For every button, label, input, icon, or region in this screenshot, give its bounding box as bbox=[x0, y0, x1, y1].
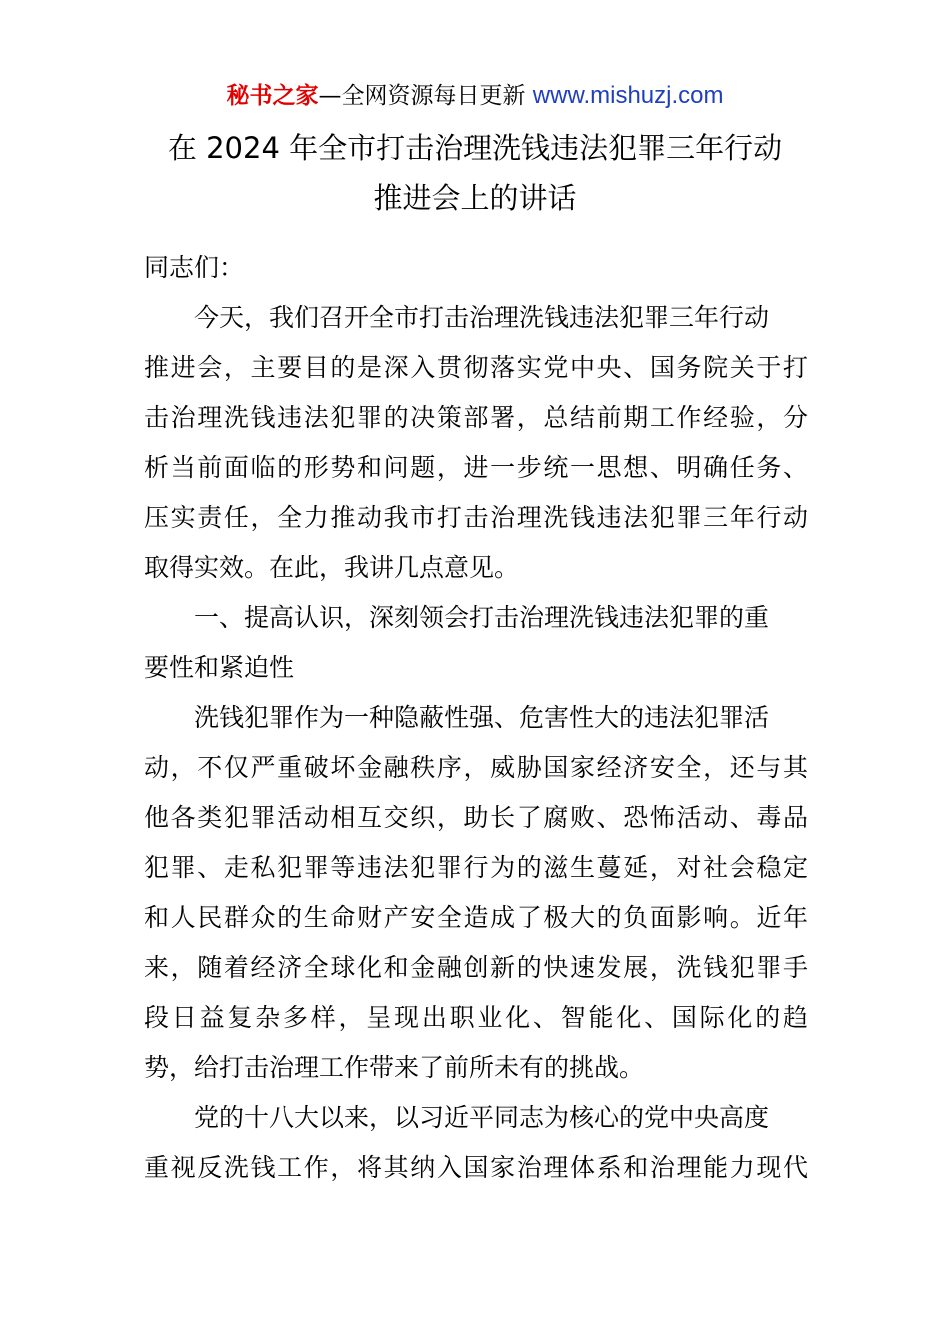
paragraph-line: 洗钱犯罪作为一种隐蔽性强、危害性大的违法犯罪活 bbox=[194, 703, 770, 732]
paragraph-line: 析当前面临的形势和问题，进一步统一思想、明确任务、 bbox=[144, 453, 808, 482]
paragraph-line: 动，不仅严重破坏金融秩序，威胁国家经济安全，还与其 bbox=[144, 753, 808, 782]
paragraph-line: 推进会，主要目的是深入贯彻落实党中央、国务院关于打 bbox=[144, 353, 808, 382]
section-heading-line: 一、提高认识，深刻领会打击治理洗钱违法犯罪的重 bbox=[194, 603, 770, 632]
paragraph-line: 取得实效。在此，我讲几点意见。 bbox=[144, 553, 520, 582]
paragraph-line: 重视反洗钱工作，将其纳入国家治理体系和治理能力现代 bbox=[144, 1153, 808, 1182]
paragraph-line: 段日益复杂多样，呈现出职业化、智能化、国际化的趋 bbox=[144, 1003, 808, 1032]
document-body bbox=[144, 243, 808, 1193]
document-title-line-2: 推进会上的讲话 bbox=[373, 181, 577, 215]
paragraph-line: 来，随着经济全球化和金融创新的快速发展，洗钱犯罪手 bbox=[144, 953, 808, 982]
site-brand: 秘书之家 bbox=[226, 83, 319, 109]
paragraph-line: 势，给打击治理工作带来了前所未有的挑战。 bbox=[144, 1053, 645, 1082]
paragraph-line: 他各类犯罪活动相互交织，助长了腐败、恐怖活动、毒品 bbox=[144, 803, 808, 832]
site-header bbox=[0, 80, 950, 112]
document-title-line-1: 在 2024 年全市打击治理洗钱违法犯罪三年行动 bbox=[167, 131, 783, 165]
site-url-link[interactable]: www.mishuzj.com bbox=[532, 82, 724, 109]
paragraph-line: 击治理洗钱违法犯罪的决策部署，总结前期工作经验，分 bbox=[144, 403, 808, 432]
paragraph-line: 和人民群众的生命财产安全造成了极大的负面影响。近年 bbox=[144, 903, 808, 932]
paragraph-line: 压实责任，全力推动我市打击治理洗钱违法犯罪三年行动 bbox=[144, 503, 808, 532]
paragraph-line: 今天，我们召开全市打击治理洗钱违法犯罪三年行动 bbox=[194, 303, 770, 332]
paragraph-line: 犯罪、走私犯罪等违法犯罪行为的滋生蔓延，对社会稳定 bbox=[144, 853, 808, 882]
paragraph-line: 党的十八大以来，以习近平同志为核心的党中央高度 bbox=[194, 1103, 770, 1132]
site-tagline: —全网资源每日更新 bbox=[318, 83, 533, 109]
salutation: 同志们： bbox=[144, 253, 245, 282]
section-heading-line: 要性和紧迫性 bbox=[144, 653, 295, 682]
